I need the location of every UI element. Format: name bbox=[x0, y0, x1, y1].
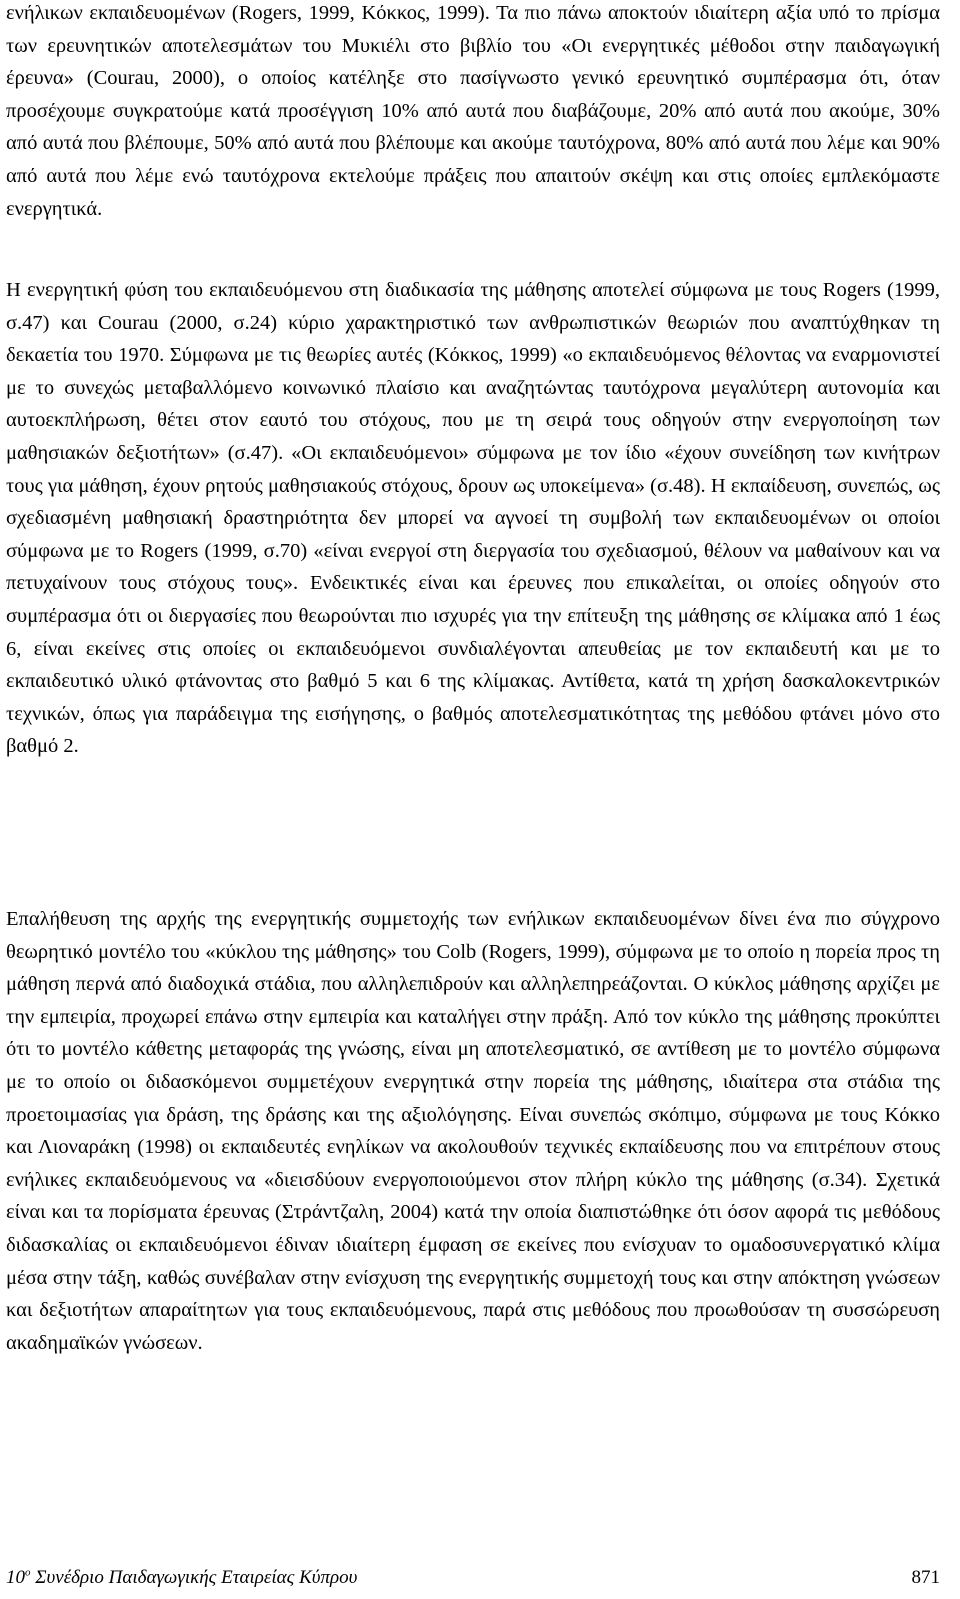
page-footer bbox=[6, 1565, 940, 1591]
body-paragraph-1 bbox=[6, 0, 940, 225]
paragraph-text: Επαλήθευση της αρχής της ενεργητικής συμμετοχής των ενήλικων εκπαιδευομένων δίνει ένα πιο σύγχρονο θεωρητικό μοντέλο του «κύκλου της μάθησης» του Colb (Rogers, 1999), σύμφωνα με το οποίο η πορεία προς τη μάθηση περνά από διαδοχικά στάδια, που αλληλεπιδρούν και αλληλεπηρεάζονται. Ο κύκλος μάθησης αρχίζει με την εμπειρία, προχωρεί επάνω στην εμπειρία και καταλήγει στην πράξη. Από τον κύκλο της μάθησης προκύπτει ότι το μοντέλο κάθετης μεταφοράς της γνώσης, είναι μη αποτελεσματικό, σε αντίθεση με το μοντέλο σύμφωνα με το οποίο οι διδασκόμενοι συμμετέχουν ενεργητικά στην πορεία της μάθησης, ιδιαίτερα στα στάδια της προετοιμασίας για δράση, της δράσης και της αξιολόγησης. Είναι συνεπώς σκόπιμο, σύμφωνα με τους Κόκκο και Λιοναράκη (1998) οι εκπαιδευτές ενηλίκων να ακολουθούν τεχνικές εκπαίδευσης που να επιτρέπουν στους ενήλικες εκπαιδευόμενους να «διεισδύουν ενεργοποιούμενοι στον πλήρη κύκλο της μάθησης (σ.34). Σχετικά είναι και τα πορίσματα έρευνας (Στράντζαλη, 2004) κατά την οποία διαπιστώθηκε ότι όσον αφορά τις μεθόδους διδασκαλίας οι εκπαιδευόμενοι έδιναν ιδιαίτερη έμφαση σε εκείνες που ενίσχυαν το ομαδοσυνεργατικό κλίμα μέσα στην τάξη, καθώς συνέβαλαν στην ενίσχυση της ενεργητικής συμμετοχή τους και στην απόκτηση γνώσεων και δεξιοτήτων απαραίτητων για τους εκπαιδευόμενους, παρά στις μεθόδους που προωθούσαν τη συσσώρευση ακαδημαϊκών γνώσεων. bbox=[6, 908, 940, 1354]
body-paragraph-2 bbox=[6, 274, 940, 763]
conference-number: 10 bbox=[6, 1567, 25, 1588]
body-paragraph-3 bbox=[6, 903, 940, 1359]
paragraph-text: ενήλικων εκπαιδευομένων (Rogers, 1999, Κόκκος, 1999). Τα πιο πάνω αποκτούν ιδιαίτερη αξία υπό το πρίσμα των ερευνητικών αποτελεσμάτων του Μυκιέλι στο βιβλίο του «Οι ενεργητικές μέθοδοι στην παιδαγωγική έρευνα» (Courau, 2000), ο οποίος κατέληξε στο πασίγνωστο γενικό ερευνητικό συμπέρασμα ότι, όταν προσέχουμε συγκρατούμε κατά προσέγγιση 10% από αυτά που διαβάζουμε, 20% από αυτά που ακούμε, 30% από αυτά που βλέπουμε, 50% από αυτά που βλέπουμε και ακούμε ταυτόχρονα, 80% από αυτά που λέμε και 90% από αυτά που λέμε ενώ ταυτόχρονα εκτελούμε πράξεις που απαιτούν σκέψη και στις οποίες εμπλεκόμαστε ενεργητικά. bbox=[6, 2, 940, 220]
conference-name: Συνέδριο Παιδαγωγικής Εταιρείας Κύπρου bbox=[30, 1567, 358, 1588]
paragraph-text: Η ενεργητική φύση του εκπαιδευόμενου στη διαδικασία της μάθησης αποτελεί σύμφωνα με τους Rogers (1999, σ.47) και Courau (2000, σ.24) κύριο χαρακτηριστικό των ανθρωπιστικών θεωριών που αναπτύχθηκαν τη δεκαετία του 1970. Σύμφωνα με τις θεωρίες αυτές (Κόκκος, 1999) «ο εκπαιδευόμενος θέλοντας να εναρμονιστεί με το συνεχώς μεταβαλλόμενο κοινωνικό πλαίσιο και αναζητώντας ταυτόχρονα μεγαλύτερη αυτονομία και αυτοεκπλήρωση, θέτει στον εαυτό του στόχους, που με τη σειρά τους οδηγούν στην ενεργοποίηση των μαθησιακών δεξιοτήτων» (σ.47). «Οι εκπαιδευόμενοι» σύμφωνα με τον ίδιο «έχουν συνείδηση των κινήτρων τους για μάθηση, έχουν ρητούς μαθησιακούς στόχους, δρουν ως υποκείμενα» (σ.48). Η εκπαίδευση, συνεπώς, ως σχεδιασμένη μαθησιακή δραστηριότητα δεν μπορεί να αγνοεί τη συμβολή των εκπαιδευομένων οι οποίοι σύμφωνα με το Rogers (1999, σ.70) «είναι ενεργοί στη διεργασία του σχεδιασμού, θέλουν να μαθαίνουν και να πετυχαίνουν τους στόχους τους». Ενδεικτικές είναι και έρευνες που επικαλείται, οι οποίες οδηγούν στο συμπέρασμα ότι οι διεργασίες που θεωρούνται πιο ισχυρές για την επίτευξη της μάθησης σε κλίμακα από 1 έως 6, είναι εκείνες στις οποίες οι εκπαιδευόμενοι συνδιαλέγονται απευθείας με τον εκπαιδευτή και με το εκπαιδευτικό υλικό φτάνοντας στο βαθμό 5 και 6 της κλίμακας. Αντίθετα, κατά τη χρήση δασκαλοκεντρικών τεχνικών, όπως για παράδειγμα της εισήγησης, ο βαθμός αποτελεσματικότητας της μεθόδου φτάνει μόνο στο βαθμό 2. bbox=[6, 279, 940, 758]
page-number: 871 bbox=[911, 1567, 940, 1588]
conference-title bbox=[6, 1565, 357, 1591]
ordinal-superscript: ο bbox=[25, 1566, 31, 1579]
